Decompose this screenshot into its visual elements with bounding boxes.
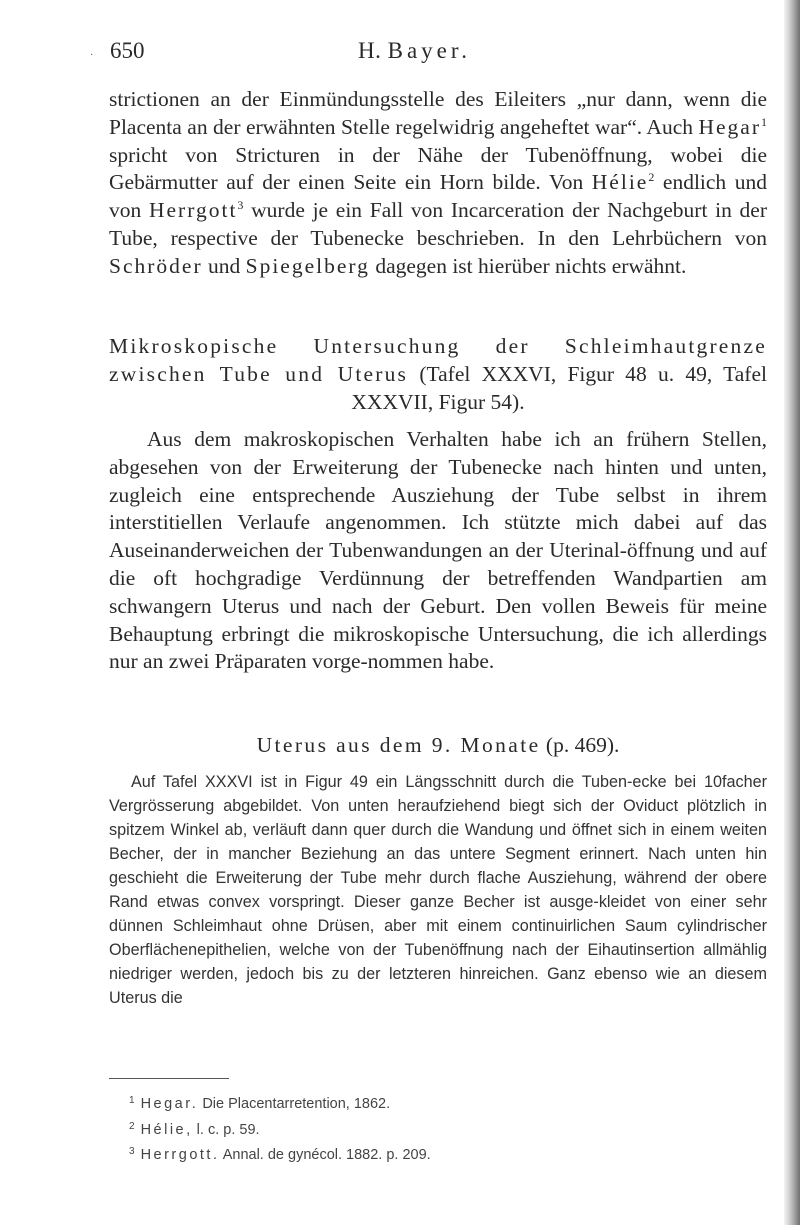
footnote-item: [129, 1116, 729, 1142]
page-header: [90, 38, 780, 68]
running-title: [358, 38, 471, 64]
footnote-author: Hélie,: [140, 1121, 193, 1138]
footnote-ref: 1: [761, 114, 767, 129]
sub-heading-reference: (p. 469).: [540, 733, 620, 757]
page-edge-shadow: [784, 0, 800, 1225]
author-name: Schröder: [109, 253, 203, 278]
footnote-text: l. c. p. 59.: [192, 1121, 260, 1138]
paragraph-3: Auf Tafel XXXVI ist in Figur 49 ein Längsschnitt durch die Tuben-ecke bei 10facher Vergrösserung abgebildet. Von unten heraufziehend biegt sich der Oviduct plötzlich in spitzem Winkel ab, verläuft dann quer durch die Wandung und öffnet sich in einem weiten Becher, der in mancher Beziehung an das untere Segment erinnert. Nach unten hin geschieht die Erweiterung der Tube mehr durch flache Ausziehung, während der obere Rand etwas convex vorspringt. Dieser ganze Becher ist ausge-kleidet von einer sehr dünnen Schleimhaut ohne Drüsen, aber mit einem continuirlichen Saum cylindrischer Oberflächenepithelien, welche von der Tubenöffnung nach der Eihautinsertion allmählig niedriger werden, jedoch bis zu der letzteren hinreichen. Ganz ebenso wie an diesem Uterus die: [109, 773, 767, 1007]
footnote-text: Die Placentarretention, 1862.: [198, 1096, 391, 1112]
paragraph-1-text: spricht von Stricturen in der Nähe der Tubenöffnung, wobei die Gebärmutter auf der einen Seite ein Horn bilde. Von: [109, 142, 767, 195]
footnote-number: 3: [129, 1146, 135, 1157]
section-heading-title: Mikroskopische Untersuchung der Schleimhautgrenze zwischen Tube und Uterus: [109, 334, 767, 386]
footnotes: [129, 1090, 729, 1167]
page-mark: ·: [90, 50, 94, 61]
author-name: Herrgott: [148, 198, 238, 223]
paragraph-1-text: dagegen ist hierüber nichts erwähnt.: [369, 253, 687, 278]
section-heading: [109, 333, 767, 416]
paragraph-1-text: und: [202, 253, 246, 278]
footnote-divider: [109, 1078, 229, 1079]
author-name: Hegar: [698, 114, 761, 139]
footnote-author: Hegar.: [140, 1096, 199, 1112]
footnote-ref: 3: [237, 198, 244, 213]
author-name: Hélie: [591, 170, 649, 195]
section-heading-reference: (Tafel XXXVI, Figur 48 u. 49, Tafel XXXVII, Figur 54).: [351, 361, 767, 414]
footnote-author: Herrgott.: [140, 1147, 220, 1163]
paragraph-1-text: wurde je ein Fall von Incarceration der Nachgeburt in der Tube, respective der Tubenecke beschrieben. In den Lehrbüchern von: [109, 198, 768, 250]
paragraph-1-text: strictionen an der Einmündungsstelle des Eileiters „nur dann, wenn die Placenta an der erwähnten Stelle regelwidrig angeheftet war“. Auch: [109, 87, 767, 139]
running-title-initial: H.: [358, 38, 382, 63]
footnote-text: Annal. de gynécol. 1882. p. 209.: [219, 1147, 431, 1163]
running-title-name: Bayer.: [387, 38, 472, 63]
paragraph-2: Aus dem makroskopischen Verhalten habe ich an frühern Stellen, abgesehen von der Erweiterung der Tubenecke nach hinten und unten, zugleich eine entsprechende Ausziehung der Tube selbst in ihrem interstitiellen Verlaufe angenommen. Ich stützte mich dabei auf das Auseinanderweichen der Tubenwandungen an der Uterinal-öffnung und auf die oft hochgradige Verdünnung der betreffenden Wandpartien am schwangern Uterus und nach der Geburt. Den vollen Beweis für meine Behauptung erbringt die mikroskopische Untersuchung, die ich allerdings nur an zwei Präparaten vorge-nommen habe.: [109, 427, 767, 674]
sub-heading-title: Uterus aus dem 9. Monate: [256, 733, 541, 757]
footnote-number: 1: [129, 1095, 135, 1106]
author-name: Spiegelberg: [245, 253, 370, 278]
footnote-item: [129, 1141, 729, 1167]
footnote-number: 2: [129, 1120, 135, 1132]
page-number: 650: [110, 38, 145, 63]
paragraph-1: [109, 86, 767, 281]
sub-heading: [109, 731, 767, 759]
footnote-ref: 2: [648, 170, 655, 185]
footnote-item: [129, 1090, 729, 1116]
paragraph-1-text: endlich und von: [109, 170, 767, 223]
